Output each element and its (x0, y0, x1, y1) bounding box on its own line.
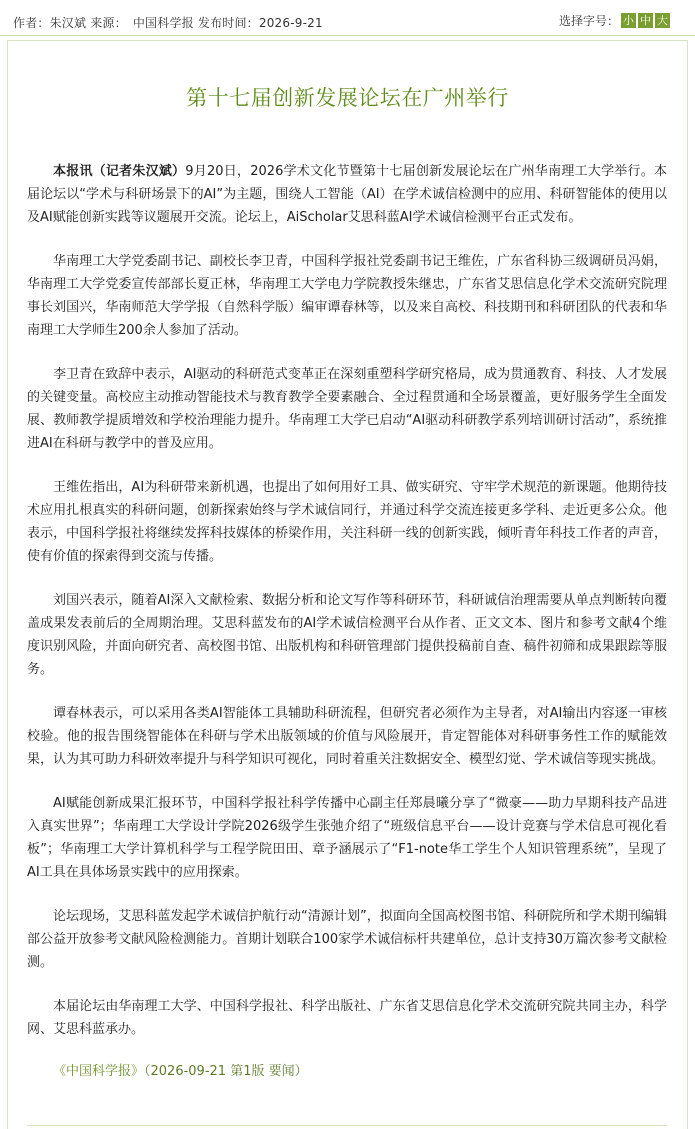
source-label: 来源： (90, 16, 127, 30)
author-name: 朱汉斌 (49, 16, 87, 30)
article-title: 第十七届创新发展论坛在广州举行 (186, 86, 509, 110)
publish-date: 2026-9-21 (258, 16, 323, 30)
bottom-divider (27, 1125, 667, 1126)
article-meta-bar (0, 0, 695, 36)
article-paragraph: AI赋能创新成果汇报环节，中国科学报社科学传播中心副主任郑晨曦分享了“微豪——助力早期科技产品进入真实世界”；华南理工大学设计学院2026级学生张弛介绍了“班级信息平台——设计竞赛与学术信息可视化看板”；华南理工大学计算机科学与工程学院田田、章予涵展示了“F1-note华工学生个人知识管理系统”，呈现了AI工具在具体场景实践中的应用探索。 (27, 796, 667, 880)
article-paragraph: 本届论坛由华南理工大学、中国科学报社、科学出版社、广东省艾思信息化学术交流研究院共同主办，科学网、艾思科蓝承办。 (27, 999, 667, 1037)
lead-text: 9月20日，2026学术文化节暨第十七届创新发展论坛在广州华南理工大学举行。本届论坛以“学术与科研场景下的AI”为主题，围绕人工智能（AI）在学术诚信检测中的应用、科研智能体的使用以及AI赋能创新实践等议题展开交流。论坛上，AiScholar艾思科蓝AI学术诚信检测平台正式发布。 (27, 164, 667, 225)
source-paper-link[interactable]: 《中国科学报》 (53, 1064, 145, 1079)
font-size-medium-button[interactable]: 中 (640, 14, 651, 27)
article-paragraph: 李卫青在致辞中表示，AI驱动的科研范式变革正在深刻重塑科学研究格局，成为贯通教育、科技、人才发展的关键变量。高校应主动推动智能技术与教育教学全要素融合、全过程贯通和全场景覆盖，更好服务学生全面发展、教师教学提质增效和学校治理能力提升。华南理工大学已启动“AI驱动科研教学系列培训研讨活动”，系统推进AI在科研与教学中的普及应用。 (27, 367, 667, 451)
font-size-small-button[interactable]: 小 (623, 14, 634, 27)
lead-byline: 本报讯（记者朱汉斌） (53, 164, 186, 179)
article-body (27, 160, 667, 1083)
article-paragraph: 谭春林表示，可以采用各类AI智能体工具辅助科研流程，但研究者必须作为主导者，对AI输出内容逐一审核校验。他的报告围绕智能体在科研与学术出版领域的价值与风险展开，肯定智能体对科研事务性工作的赋能效果，认为其可助力科研效率提升与科学知识可视化，同时着重关注数据安全、模型幻觉、学术诚信等现实挑战。 (27, 706, 667, 767)
article-paragraph-lead (27, 160, 667, 229)
author-label: 作者： (13, 16, 50, 30)
article-meta (13, 14, 323, 31)
article-source-line (27, 1060, 667, 1083)
font-size-label: 选择字号： (558, 14, 619, 28)
font-size-selector (559, 12, 670, 29)
article-paragraph: 论坛现场，艾思科蓝发起学术诚信护航行动“清源计划”，拟面向全国高校图书馆、科研院所和学术期刊编辑部公益开放参考文献风险检测能力。首期计划联合100家学术诚信标杆共建单位，总计支持30万篇次参考文献检测。 (27, 909, 667, 970)
article-paragraph: 刘国兴表示，随着AI深入文献检索、数据分析和论文写作等科研环节，科研诚信治理需要从单点判断转向覆盖成果发表前后的全周期治理。艾思科蓝发布的AI学术诚信检测平台从作者、正文文本、图片和参考文献4个维度识别风险，并面向研究者、高校图书馆、出版机构和科研管理部门提供投稿前自查、稿件初筛和成果跟踪等服务。 (27, 593, 667, 677)
source-edition: （2026-09-21 第1版 要闻） (144, 1064, 308, 1079)
source-name: 中国科学报 (132, 16, 194, 30)
date-label: 发布时间： (197, 16, 259, 30)
article-paragraph: 王维佐指出，AI为科研带来新机遇，也提出了如何用好工具、做实研究、守牢学术规范的新课题。他期待技术应用扎根真实的科研问题，创新探索始终与学术诚信同行，并通过科学交流连接更多学科、走近更多公众。他表示，中国科学报社将继续发挥科技媒体的桥梁作用，关注科研一线的创新实践，倾听青年科技工作者的声音，使有价值的探索得到交流与传播。 (27, 480, 667, 564)
article-paragraph: 华南理工大学党委副书记、副校长李卫青，中国科学报社党委副书记王维佐，广东省科协三级调研员冯娟，华南理工大学党委宣传部部长夏正林，华南理工大学电力学院教授朱继忠，广东省艾思信息化学术交流研究院理事长刘国兴，华南师范大学学报（自然科学版）编审谭春林等，以及来自高校、科技期刊和科研团队的代表和华南理工大学师生200余人参加了活动。 (27, 254, 667, 338)
font-size-large-button[interactable]: 大 (657, 14, 668, 27)
